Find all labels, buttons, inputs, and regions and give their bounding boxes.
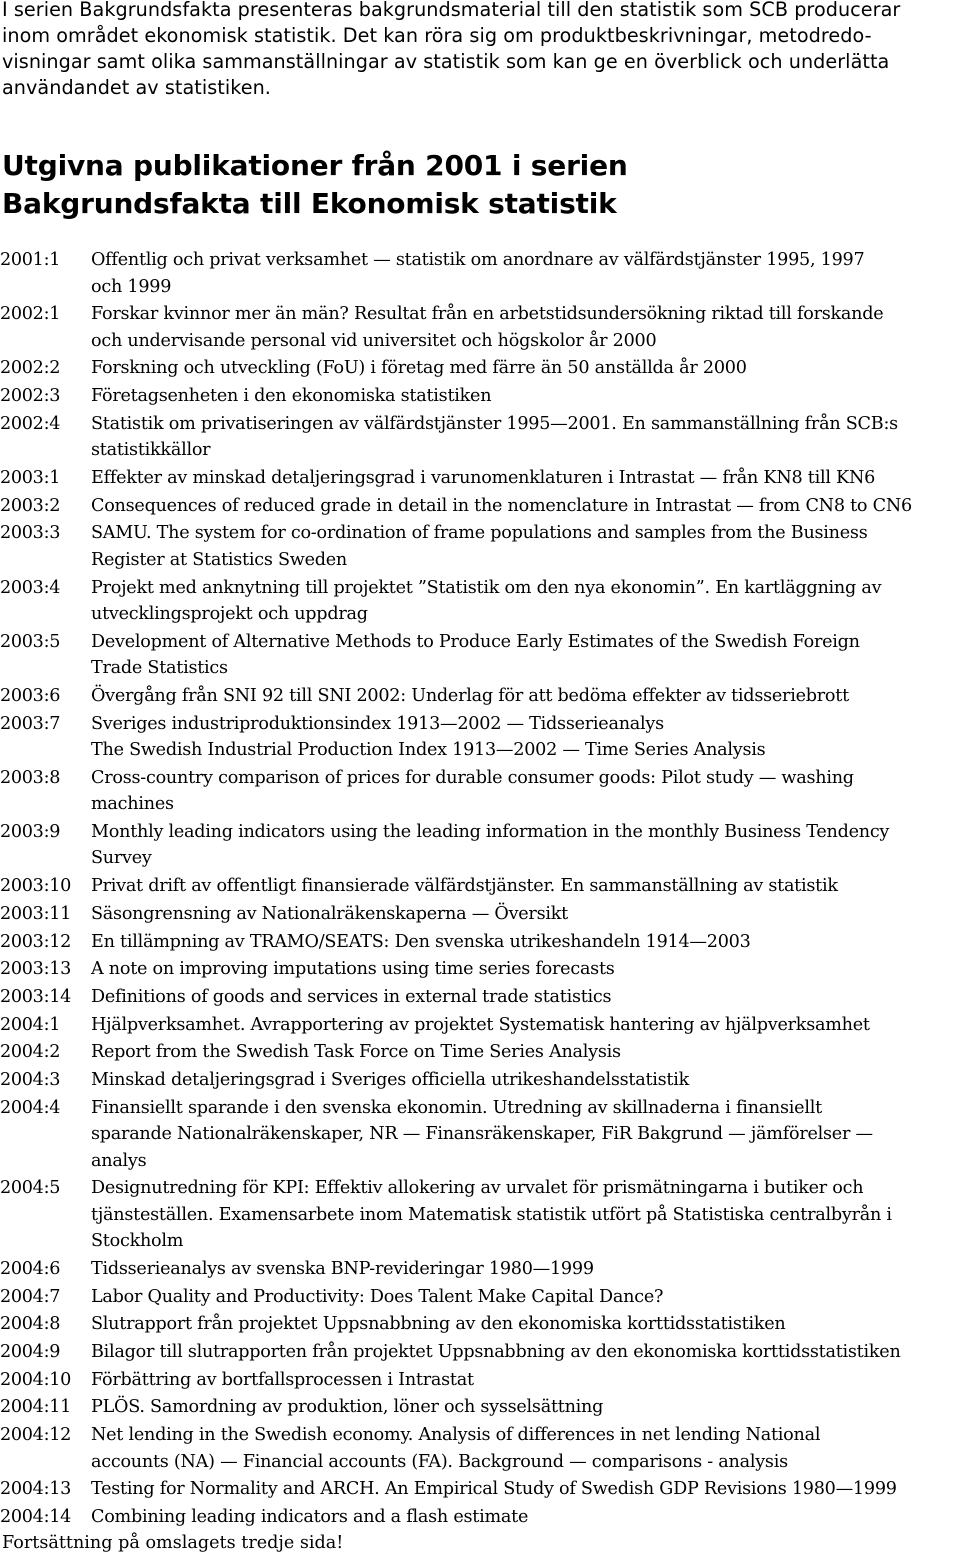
publication-item xyxy=(0,711,960,764)
publication-number: 2003:1 xyxy=(0,467,61,488)
publication-number: 2003:8 xyxy=(0,767,61,788)
publication-item xyxy=(0,629,960,682)
publication-number: 2003:14 xyxy=(0,986,71,1007)
publication-number: 2003:2 xyxy=(0,495,61,516)
publication-item xyxy=(0,1095,960,1175)
publication-number: 2003:5 xyxy=(0,631,61,652)
publication-item xyxy=(0,383,960,410)
publication-title: Privat drift av offentligt finansierade välfärdstjänster. En sammanställning av statistik xyxy=(91,876,838,897)
publication-title: Företagsenheten i den ekonomiska statistiken xyxy=(91,386,492,407)
publication-list xyxy=(0,247,960,1532)
publication-item xyxy=(0,901,960,928)
publication-item xyxy=(0,1039,960,1066)
publication-number: 2002:2 xyxy=(0,358,61,379)
publication-item xyxy=(0,465,960,492)
publication-title: Monthly leading indicators using the leading information in the monthly Business Tendency Survey xyxy=(91,821,890,869)
heading-line-1: Utgivna publikationer från 2001 i serien xyxy=(2,149,628,182)
publication-title: En tillämpning av TRAMO/SEATS: Den svenska utrikeshandeln 1914—2003 xyxy=(91,931,751,952)
intro-paragraph xyxy=(2,0,952,101)
publication-title: Forskning och utveckling (FoU) i företag med färre än 50 anställda år 2000 xyxy=(91,358,747,379)
publication-item xyxy=(0,873,960,900)
publication-number: 2004:3 xyxy=(0,1069,61,1090)
publication-title: Tidsserieanalys av svenska BNP-revideringar 1980—1999 xyxy=(91,1259,594,1279)
publication-title: Offentlig och privat verksamhet — statistik om anordnare av välfärdstjänster 1995, 1997 och 1999 xyxy=(91,250,865,297)
publication-number: 2002:3 xyxy=(0,386,61,407)
publication-item xyxy=(0,1067,960,1094)
publication-item xyxy=(0,1175,960,1255)
publication-title: Statistik om privatiseringen av välfärdstjänster 1995—2001. En sammanställning från SCB:s statistikkällor xyxy=(91,413,898,461)
publication-title: Definitions of goods and services in external trade statistics xyxy=(91,986,612,1007)
publication-number: 2003:13 xyxy=(0,959,71,980)
publication-number: 2004:1 xyxy=(0,1014,61,1035)
publication-number: 2004:10 xyxy=(0,1369,71,1390)
publication-item xyxy=(0,1367,960,1394)
publication-item xyxy=(0,520,960,573)
publication-number: 2004:2 xyxy=(0,1042,61,1063)
publication-title: Forskar kvinnor mer än män? Resultat från en arbetstidsundersökning riktad till forskande och undervisande personal vid universitet och högskolor år 2000 xyxy=(91,304,884,351)
publication-title: Cross-country comparison of prices for durable consumer goods: Pilot study — washing machines xyxy=(91,767,854,815)
publication-number: 2003:11 xyxy=(0,903,71,924)
publication-item xyxy=(0,1256,960,1283)
publication-title: Minskad detaljeringsgrad i Sveriges officiella utrikeshandelsstatistik xyxy=(91,1069,690,1090)
publication-number: 2003:6 xyxy=(0,685,61,706)
heading-line-2: Bakgrundsfakta till Ekonomisk statistik xyxy=(2,187,617,220)
publication-item xyxy=(0,929,960,956)
publication-number: 2004:9 xyxy=(0,1342,61,1363)
publication-number: 2003:3 xyxy=(0,523,61,544)
publication-title: Net lending in the Swedish economy. Analysis of differences in net lending National accounts (NA) — Financial accounts (FA). Background — comparisons - analysis xyxy=(91,1425,821,1472)
publication-number: 2003:4 xyxy=(0,577,61,598)
publication-number: 2004:8 xyxy=(0,1314,61,1335)
intro-line: I serien Bakgrundsfakta presenteras bakgrundsmaterial till den statistik som SCB producerar xyxy=(2,0,901,21)
publication-item xyxy=(0,1476,960,1503)
publication-title: Combining leading indicators and a flash estimate xyxy=(91,1507,529,1527)
publication-item xyxy=(0,575,960,628)
publication-number: 2002:4 xyxy=(0,413,61,434)
publication-item xyxy=(0,819,960,872)
publication-item xyxy=(0,1394,960,1421)
publication-number: 2004:14 xyxy=(0,1507,71,1527)
publication-title: Bilagor till slutrapporten från projektet Uppsnabbning av den ekonomiska korttidsstatistiken xyxy=(91,1342,901,1363)
publication-item xyxy=(0,956,960,983)
publication-number: 2004:13 xyxy=(0,1479,71,1500)
publication-number: 2002:1 xyxy=(0,304,61,325)
publication-title: Hjälpverksamhet. Avrapportering av projektet Systematisk hantering av hjälpverksamhet xyxy=(91,1014,870,1035)
publication-item xyxy=(0,683,960,710)
publication-title: Förbättring av bortfallsprocessen i Intrastat xyxy=(91,1369,474,1390)
publication-number: 2004:5 xyxy=(0,1178,61,1199)
publication-number: 2004:7 xyxy=(0,1286,61,1307)
publication-title: Testing for Normality and ARCH. An Empirical Study of Swedish GDP Revisions 1980—1999 xyxy=(91,1479,897,1500)
publication-title: Sveriges industriproduktionsindex 1913—2002 — Tidsserieanalys The Swedish Industrial Production Index 1913—2002 — Time Series Analysis xyxy=(91,713,766,761)
publication-number: 2003:10 xyxy=(0,876,71,897)
publication-title: Projekt med anknytning till projektet ”Statistik om den nya ekonomin”. En kartläggning av utvecklingsprojekt och uppdrag xyxy=(91,577,882,624)
publication-title: Report from the Swedish Task Force on Time Series Analysis xyxy=(91,1042,621,1063)
publication-title: Effekter av minskad detaljeringsgrad i varunomenklaturen i Intrastat — från KN8 till KN6 xyxy=(91,467,876,488)
publication-item xyxy=(0,1339,960,1366)
publication-item xyxy=(0,1311,960,1338)
publication-number: 2001:1 xyxy=(0,250,61,270)
publication-title: Development of Alternative Methods to Produce Early Estimates of the Swedish Foreign Trade Statistics xyxy=(91,631,860,679)
publication-title: Slutrapport från projektet Uppsnabbning av den ekonomiska korttidsstatistiken xyxy=(91,1314,786,1335)
publication-number: 2004:6 xyxy=(0,1259,61,1279)
publication-title: Finansiellt sparande i den svenska ekonomin. Utredning av skillnaderna i finansiellt sparande Nationalräkenskaper, NR — Finansräkenskaper, FiR Bakgrund — jämförelser — analys xyxy=(91,1097,873,1171)
publication-item xyxy=(0,1504,960,1531)
publication-item xyxy=(0,301,960,354)
intro-line: visningar samt olika sammanställningar av statistik som kan ge en överblick och underlätta xyxy=(2,50,890,73)
publication-item xyxy=(0,247,960,300)
publication-item xyxy=(0,1012,960,1039)
publication-title: Labor Quality and Productivity: Does Talent Make Capital Dance? xyxy=(91,1286,664,1307)
publication-item xyxy=(0,765,960,818)
publication-number: 2003:12 xyxy=(0,931,71,952)
publication-title: Designutredning för KPI: Effektiv allokering av urvalet för prismätningarna i butiker och tjänsteställen. Examensarbete inom Matematisk statistik utfört på Statistiska centralbyrån i Stockholm xyxy=(91,1178,892,1252)
section-heading xyxy=(2,147,952,223)
publication-item xyxy=(0,1284,960,1311)
intro-line: användandet av statistiken. xyxy=(2,76,271,99)
publication-number: 2004:4 xyxy=(0,1097,61,1118)
publication-item xyxy=(0,1422,960,1475)
publication-item xyxy=(0,984,960,1011)
publication-title: Övergång från SNI 92 till SNI 2002: Underlag för att bedöma effekter av tidsseriebrott xyxy=(91,685,849,706)
publication-number: 2004:11 xyxy=(0,1397,71,1418)
publication-title: PLÖS. Samordning av produktion, löner och sysselsättning xyxy=(91,1397,604,1418)
publication-title: A note on improving imputations using time series forecasts xyxy=(91,959,615,980)
publication-number: 2003:9 xyxy=(0,821,61,842)
publication-title: Säsongrensning av Nationalräkenskaperna — Översikt xyxy=(91,903,568,924)
publication-item xyxy=(0,411,960,464)
publication-item xyxy=(0,355,960,382)
footer-note: Fortsättning på omslagets tredje sida! xyxy=(2,1533,344,1553)
publication-item xyxy=(0,493,960,520)
publication-title: SAMU. The system for co-ordination of frame populations and samples from the Business Register at Statistics Sweden xyxy=(91,523,868,570)
publication-title: Consequences of reduced grade in detail in the nomenclature in Intrastat — from CN8 to CN6 xyxy=(91,495,912,516)
publication-number: 2003:7 xyxy=(0,713,61,734)
publication-number: 2004:12 xyxy=(0,1425,71,1446)
intro-line: inom området ekonomisk statistik. Det kan röra sig om produktbeskrivningar, metodredo- xyxy=(2,24,872,47)
